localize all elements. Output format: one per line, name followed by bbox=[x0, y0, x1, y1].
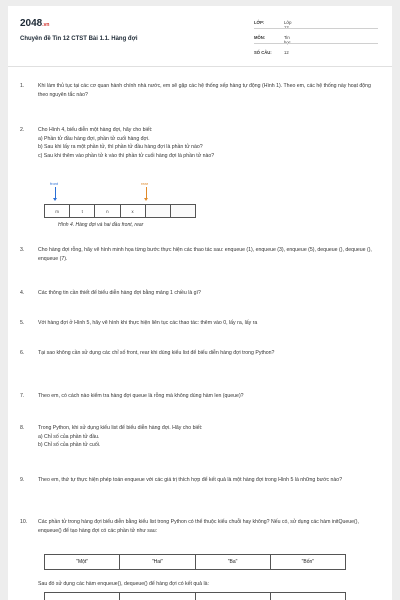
rear-label: rear bbox=[141, 181, 149, 186]
question-6 bbox=[20, 349, 378, 358]
table-cell: "Ba" bbox=[196, 555, 271, 569]
front-label: front bbox=[50, 181, 59, 186]
meta-key: SỐ CÂU: bbox=[254, 50, 272, 55]
question-subitem: b) Chỉ số của phần tử cuối. bbox=[38, 442, 101, 449]
question-text: Tại sao không cần sử dụng các chỉ số front, rear khi dùng kiểu list để biểu diễn hàng đợi trong Python? bbox=[38, 350, 275, 356]
question-5 bbox=[20, 319, 378, 328]
divider bbox=[254, 28, 378, 29]
question-4 bbox=[20, 289, 378, 298]
question-10-followup bbox=[20, 580, 378, 589]
logo-text: 2048 bbox=[20, 18, 43, 29]
queue-cell: t bbox=[70, 205, 95, 217]
question-text: Theo em, có cách nào kiểm tra hàng đợi queue là rỗng mà không dùng hàm len (queue)? bbox=[38, 393, 244, 399]
divider bbox=[254, 43, 378, 44]
question-number: 7. bbox=[20, 393, 25, 399]
strings-table bbox=[44, 554, 346, 570]
question-subitem: b) Sau khi lấy ra một phần tử, thì phần tử đầu hàng đợi là phần tử nào? bbox=[38, 144, 203, 151]
logo[interactable] bbox=[20, 18, 49, 29]
question-number: 3. bbox=[20, 247, 25, 253]
question-number: 4. bbox=[20, 290, 25, 296]
table-cell bbox=[196, 593, 271, 600]
question-subitem: a) Chỉ số của phần tử đầu. bbox=[38, 433, 100, 440]
queue-cell: m bbox=[45, 205, 70, 217]
question-text: Sau đó sử dụng các hàm enqueue(), dequeue() để hàng đợi có kết quả là: bbox=[38, 581, 209, 587]
table-cell: "Một" bbox=[45, 555, 120, 569]
meta-value: 12 bbox=[284, 50, 289, 55]
question-8 bbox=[20, 424, 378, 450]
front-arrow-icon bbox=[55, 187, 56, 199]
queue-cell bbox=[146, 205, 171, 217]
queue-cell: x bbox=[121, 205, 146, 217]
document-page bbox=[8, 6, 392, 600]
question-text: Cho hàng đợi rỗng, hãy vẽ hình minh họa từng bước thực hiện các thao tác sau: enqueue (1), enqueue (3), enqueue (5), dequeue (), dequeue (), enqueue (7). bbox=[38, 247, 372, 262]
question-number: 8. bbox=[20, 425, 25, 431]
table-cell bbox=[45, 593, 120, 600]
header-divider bbox=[8, 66, 392, 67]
queue-figure-pointers bbox=[48, 181, 208, 201]
question-number: 2. bbox=[20, 127, 25, 133]
question-text: Với hàng đợi ở Hình 5, hãy vẽ hình khi thực hiện liên tục các thao tác: thêm vào 0, lấy ra, lấy ra bbox=[38, 320, 258, 326]
queue-cell bbox=[171, 205, 195, 217]
question-text: Trong Python, khi sử dụng kiểu list để biểu diễn hàng đợi. Hãy cho biết: bbox=[38, 425, 203, 431]
document-title: Chuyên đề Tin 12 CTST Bài 1.1. Hàng đợi bbox=[20, 36, 138, 42]
question-number: 10. bbox=[20, 519, 28, 525]
figure-caption: Hình 4. Hàng đợi và hai đầu front, rear bbox=[58, 222, 144, 228]
result-table bbox=[44, 592, 346, 600]
meta-key: MÔN: bbox=[254, 35, 266, 40]
table-cell: "Bốn" bbox=[301, 559, 315, 565]
table-cell bbox=[120, 593, 195, 600]
meta-value: Tin học bbox=[284, 35, 291, 45]
queue-cell: n bbox=[95, 205, 120, 217]
question-text: Theo em, thứ tự thực hiện phép toán enqueue với các giá trị thích hợp để kết quả là một hàng đợi trong Hình 5 là những bước nào? bbox=[38, 477, 343, 483]
question-text: Cho Hình 4, biểu diễn một hàng đợi, hãy cho biết: bbox=[38, 127, 153, 133]
question-1 bbox=[20, 82, 378, 99]
logo-suffix: .vn bbox=[42, 22, 50, 28]
meta-key: LỚP: bbox=[254, 20, 265, 25]
question-number: 5. bbox=[20, 320, 25, 326]
question-3 bbox=[20, 246, 378, 263]
question-10 bbox=[20, 518, 378, 535]
rear-arrow-icon bbox=[146, 187, 147, 199]
question-subitem: a) Phần tử đầu hàng đợi, phần tử cuối hàng đợi. bbox=[38, 135, 150, 142]
question-9 bbox=[20, 476, 378, 485]
question-text: Khi làm thủ tục tại các cơ quan hành chính nhà nước, em sẽ gặp các hệ thống xếp hàng tự động (Hình 1). Theo em, các hệ thống này hoạt động theo nguyên tắc nào? bbox=[38, 83, 371, 98]
question-number: 1. bbox=[20, 83, 25, 89]
table-cell: "Hai" bbox=[120, 555, 195, 569]
table-cell bbox=[271, 593, 345, 600]
question-number: 6. bbox=[20, 350, 25, 356]
question-subitem: c) Sau khi thêm vào phần tử k vào thì phần tử cuối hàng đợi là phần tử nào? bbox=[38, 152, 215, 159]
question-7 bbox=[20, 392, 378, 401]
question-number: 9. bbox=[20, 477, 25, 483]
question-text: Các phần tử trong hàng đợi biểu diễn bằng kiểu list trong Python có thể thuộc kiểu chuỗi hay không? Nếu có, sử dụng các hàm initQueue(), enqueue() để tạo hàng đợi có các phần tử như sau: bbox=[38, 519, 359, 534]
queue-figure bbox=[44, 204, 196, 218]
question-2 bbox=[20, 126, 378, 160]
meta-value: Lớp 12 bbox=[284, 20, 292, 30]
question-text: Các thông tin cần thiết để biểu diễn hàng đợi bằng mảng 1 chiều là gì? bbox=[38, 290, 201, 296]
